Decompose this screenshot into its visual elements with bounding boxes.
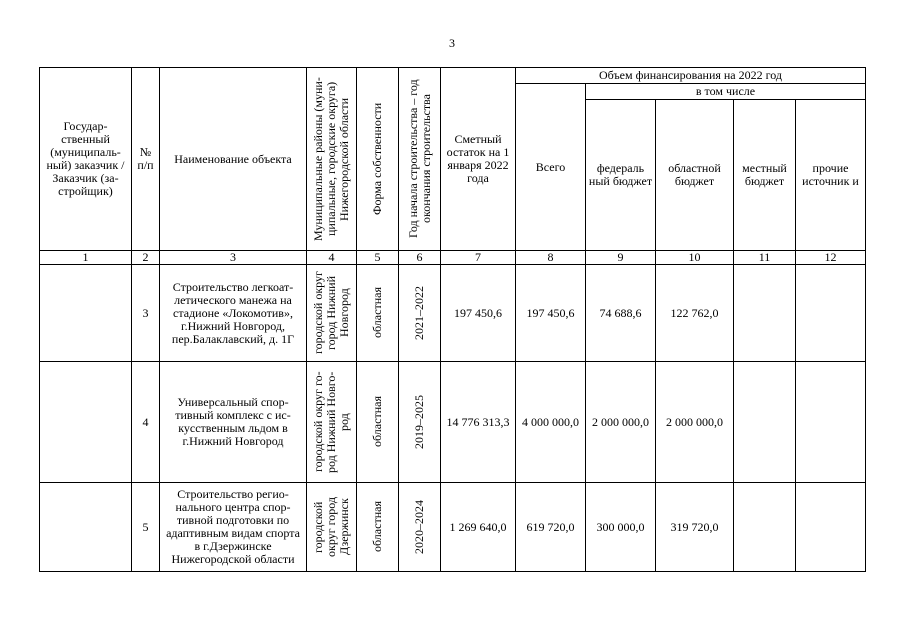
row-num: 3 bbox=[132, 265, 160, 362]
column-number: 3 bbox=[160, 251, 307, 265]
row-years: 2019–2025 bbox=[412, 395, 426, 449]
row-ownership: областная bbox=[370, 501, 384, 553]
funding-table bbox=[39, 67, 866, 572]
row-municipality: городской округ город Нижний Новгород bbox=[311, 271, 351, 355]
row-regional: 2 000 000,0 bbox=[656, 362, 734, 483]
row-other bbox=[796, 265, 866, 362]
table-row bbox=[40, 483, 866, 572]
column-number: 7 bbox=[441, 251, 516, 265]
row-estimate: 1 269 640,0 bbox=[441, 483, 516, 572]
row-object-name: Строительство легкоат-летического манежа на стадионе «Локомотив», г.Нижний Новгород, пер.Балаклавский, д. 1Г bbox=[160, 265, 307, 362]
header-local: местный бюджет bbox=[734, 100, 796, 251]
header-customer: Государ-ственный (муниципаль-ный) заказчик / Заказчик (за-стройщик) bbox=[40, 68, 132, 251]
column-number: 6 bbox=[399, 251, 441, 265]
row-total: 619 720,0 bbox=[516, 483, 586, 572]
row-years-cell bbox=[399, 265, 441, 362]
header-municipality-cell bbox=[307, 68, 357, 251]
row-object-name: Универсальный спор-тивный комплекс с ис-кусственным льдом в г.Нижний Новгород bbox=[160, 362, 307, 483]
column-number: 10 bbox=[656, 251, 734, 265]
row-municipality: городской округ го-род Нижний Новго-род bbox=[311, 371, 351, 473]
row-municipality: городской округ город Дзержинск bbox=[311, 497, 351, 557]
header-ownership-cell bbox=[357, 68, 399, 251]
header-object-name: Наименование объекта bbox=[160, 68, 307, 251]
row-years-cell bbox=[399, 483, 441, 572]
row-customer bbox=[40, 483, 132, 572]
row-num: 4 bbox=[132, 362, 160, 483]
column-number: 12 bbox=[796, 251, 866, 265]
header-funding-group: Объем финансирования на 2022 год bbox=[516, 68, 866, 84]
row-regional: 122 762,0 bbox=[656, 265, 734, 362]
header-estimate: Сметный остаток на 1 января 2022 года bbox=[441, 68, 516, 251]
page-number: 3 bbox=[449, 36, 455, 50]
row-ownership-cell bbox=[357, 483, 399, 572]
row-years-cell bbox=[399, 362, 441, 483]
header-federal: федераль ный бюджет bbox=[586, 100, 656, 251]
column-number: 5 bbox=[357, 251, 399, 265]
column-number-row bbox=[40, 251, 866, 265]
row-object-name: Строительство регио-нального центра спор-тивной подготовки по адаптивным видам спорта в г.Дзержинске Нижегородской области bbox=[160, 483, 307, 572]
header-including: в том числе bbox=[586, 84, 866, 100]
row-regional: 319 720,0 bbox=[656, 483, 734, 572]
row-ownership: областная bbox=[370, 396, 384, 448]
column-number: 8 bbox=[516, 251, 586, 265]
table-row bbox=[40, 265, 866, 362]
row-ownership: областная bbox=[370, 287, 384, 339]
column-number: 2 bbox=[132, 251, 160, 265]
row-ownership-cell bbox=[357, 362, 399, 483]
row-years: 2021–2022 bbox=[412, 286, 426, 340]
row-other bbox=[796, 362, 866, 483]
row-federal: 74 688,6 bbox=[586, 265, 656, 362]
row-years: 2020–2024 bbox=[412, 500, 426, 554]
column-number: 11 bbox=[734, 251, 796, 265]
row-local bbox=[734, 362, 796, 483]
column-number: 1 bbox=[40, 251, 132, 265]
row-federal: 300 000,0 bbox=[586, 483, 656, 572]
header-years-cell bbox=[399, 68, 441, 251]
header-other: прочие источник и bbox=[796, 100, 866, 251]
row-total: 197 450,6 bbox=[516, 265, 586, 362]
row-ownership-cell bbox=[357, 265, 399, 362]
row-local bbox=[734, 483, 796, 572]
header-num: № п/п bbox=[132, 68, 160, 251]
row-municipality-cell bbox=[307, 265, 357, 362]
table-row bbox=[40, 362, 866, 483]
column-number: 4 bbox=[307, 251, 357, 265]
header-row-1 bbox=[40, 68, 866, 84]
row-local bbox=[734, 265, 796, 362]
column-number: 9 bbox=[586, 251, 656, 265]
row-other bbox=[796, 483, 866, 572]
header-ownership: Форма собственности bbox=[370, 102, 384, 216]
row-customer bbox=[40, 265, 132, 362]
row-num: 5 bbox=[132, 483, 160, 572]
row-federal: 2 000 000,0 bbox=[586, 362, 656, 483]
row-municipality-cell bbox=[307, 483, 357, 572]
header-years: Год начала строительства – год окончания строительства bbox=[405, 79, 433, 239]
header-regional: областной бюджет bbox=[656, 100, 734, 251]
header-municipality: Муниципальные районы (муни-ципальные, городские округа) Нижегородской области bbox=[311, 77, 351, 241]
row-estimate: 14 776 313,3 bbox=[441, 362, 516, 483]
row-estimate: 197 450,6 bbox=[441, 265, 516, 362]
row-municipality-cell bbox=[307, 362, 357, 483]
header-total: Всего bbox=[516, 84, 586, 251]
row-total: 4 000 000,0 bbox=[516, 362, 586, 483]
row-customer bbox=[40, 362, 132, 483]
